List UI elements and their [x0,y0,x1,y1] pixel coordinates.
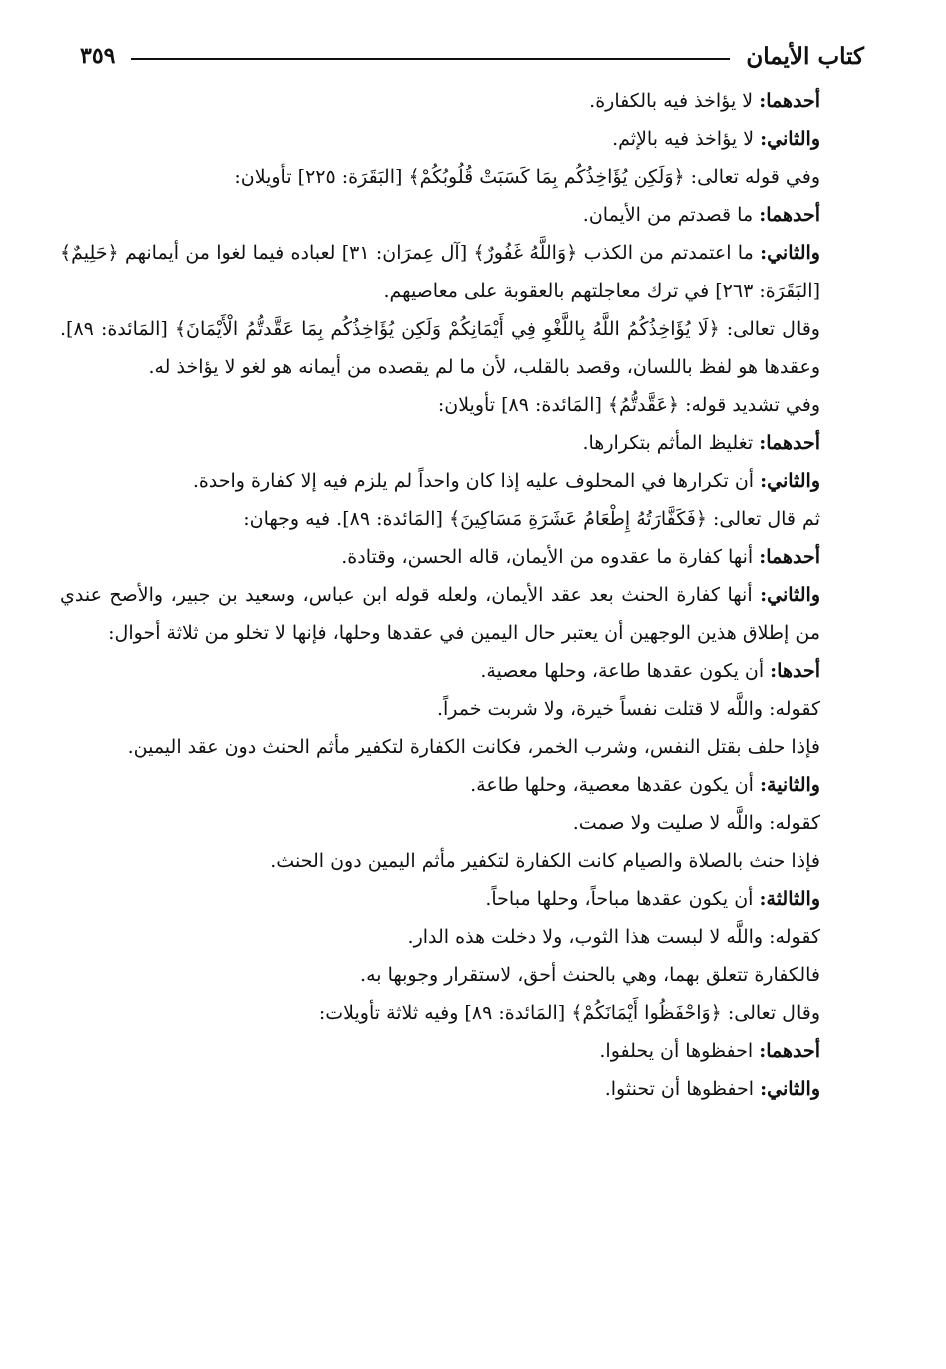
paragraph-term: أحدها: [770,660,820,682]
page-number: ٣٥٩ [80,43,116,69]
paragraph-term: والثانية: [760,774,820,796]
paragraph-term: أحدهما: [759,1040,820,1062]
paragraph-term: والثاني: [760,584,820,606]
paragraph-text: ثم قال تعالى: ﴿فَكَفَّارَتُهُ إِطْعَامُ عَشَرَةِ مَسَاكِينَ﴾ [المَائدة: ٨٩]. فيه وجهان: [243,508,820,530]
paragraph-term: والثاني: [760,128,820,150]
paragraph-text: لا يؤاخذ فيه بالكفارة. [589,90,760,112]
paragraph-text: احفظوها أن يحلفوا. [599,1040,760,1062]
paragraph [60,804,864,842]
paragraph [60,994,864,1032]
paragraph [60,842,864,880]
header-rule [131,58,730,60]
paragraph-term: والثاني: [760,1078,820,1100]
page-header [80,36,864,76]
paragraph [60,576,864,652]
paragraph [60,1032,864,1070]
paragraph [60,424,864,462]
paragraph-text: احفظوها أن تحنثوا. [604,1078,761,1100]
paragraph-text: كقوله: واللَّه لا صليت ولا صمت. [572,812,820,834]
paragraph [60,310,864,386]
paragraph-text: ما قصدتم من الأيمان. [582,204,760,226]
paragraph-text: تغليظ المأثم بتكرارها. [582,432,760,454]
paragraph-text: ما اعتمدتم من الكذب ﴿وَاللَّهُ غَفُورٌ﴾ [آل عِمرَان: ٣١] لعباده فيما لغوا من أيمانهم ﴿حَلِيمٌ﴾ [البَقَرَة: ٢٦٣] في ترك معاجلتهم بالعقوبة على معاصيهم. [60,242,820,302]
paragraph [60,386,864,424]
paragraph-text: فإذا حنث بالصلاة والصيام كانت الكفارة لتكفير مأثم اليمين دون الحنث. [270,850,820,872]
paragraph-term: والثالثة: [759,888,820,910]
paragraph [60,500,864,538]
paragraph-text: فإذا حلف بقتل النفس، وشرب الخمر، فكانت الكفارة لتكفير مأثم الحنث دون عقد اليمين. [127,736,820,758]
paragraph-text: أن تكرارها في المحلوف عليه إذا كان واحداً لم يلزم فيه إلا كفارة واحدة. [192,470,761,492]
paragraph-text: أنها كفارة ما عقدوه من الأيمان، قاله الحسن، وقتادة. [341,546,760,568]
paragraph-term: والثاني: [760,242,820,264]
paragraph-text: وقال تعالى: ﴿لَا يُؤَاخِذُكُمُ اللَّهُ بِاللَّغْوِ فِي أَيْمَانِكُمْ وَلَكِن يُؤَاخِذُكُم بِمَا عَقَّدتُّمُ الْأَيْمَانَ﴾ [المَائدة: ٨٩]. وعقدها هو لفظ باللسان، وقصد بالقلب، لأن ما لم يقصده من أيمانه هو لغو لا يؤاخذ له. [60,318,820,378]
paragraph-text: وقال تعالى: ﴿وَاحْفَظُوا أَيْمَانَكُمْ﴾ [المَائدة: ٨٩] وفيه ثلاثة تأويلات: [318,1002,820,1024]
paragraph [60,880,864,918]
paragraph-text: أن يكون عقدها معصية، وحلها طاعة. [470,774,760,796]
paragraph [60,158,864,196]
paragraph [60,690,864,728]
page-body [60,82,864,1108]
paragraph-text: كقوله: واللَّه لا لبست هذا الثوب، ولا دخلت هذه الدار. [407,926,820,948]
paragraph-term: أحدهما: [759,432,820,454]
paragraph [60,196,864,234]
paragraph [60,652,864,690]
paragraph [60,120,864,158]
paragraph [60,956,864,994]
paragraph-text: وفي تشديد قوله: ﴿عَقَّدتُّمُ﴾ [المَائدة: ٨٩] تأويلان: [437,394,820,416]
paragraph-term: أحدهما: [759,204,820,226]
paragraph-term: أحدهما: [759,90,820,112]
paragraph [60,538,864,576]
paragraph-text: أن يكون عقدها مباحاً، وحلها مباحاً. [485,888,760,910]
paragraph-text: كقوله: واللَّه لا قتلت نفساً خيرة، ولا شربت خمراً. [436,698,820,720]
paragraph-text: فالكفارة تتعلق بهما، وهي بالحنث أحق، لاستقرار وجوبها به. [360,964,820,986]
paragraph [60,462,864,500]
paragraph [60,1070,864,1108]
paragraph [60,728,864,766]
paragraph-text: أن يكون عقدها طاعة، وحلها معصية. [480,660,771,682]
running-title: كتاب الأيمان [746,42,864,70]
paragraph-term: والثاني: [760,470,820,492]
paragraph [60,82,864,120]
paragraph-term: أحدهما: [759,546,820,568]
paragraph-text: لا يؤاخذ فيه بالإثم. [612,128,761,150]
paragraph [60,766,864,804]
paragraph-text: وفي قوله تعالى: ﴿وَلَكِن يُؤَاخِذُكُم بِمَا كَسَبَتْ قُلُوبُكُمْ﴾ [البَقَرَة: ٢٢٥] تأويلان: [234,166,820,188]
paragraph-text: أنها كفارة الحنث بعد عقد الأيمان، ولعله قوله ابن عباس، وسعيد بن جبير، والأصح عندي من إطلاق هذين الوجهين أن يعتبر حال اليمين في عقدها وحلها، فإنها لا تخلو من ثلاثة أحوال: [60,584,820,644]
paragraph [60,234,864,310]
paragraph [60,918,864,956]
